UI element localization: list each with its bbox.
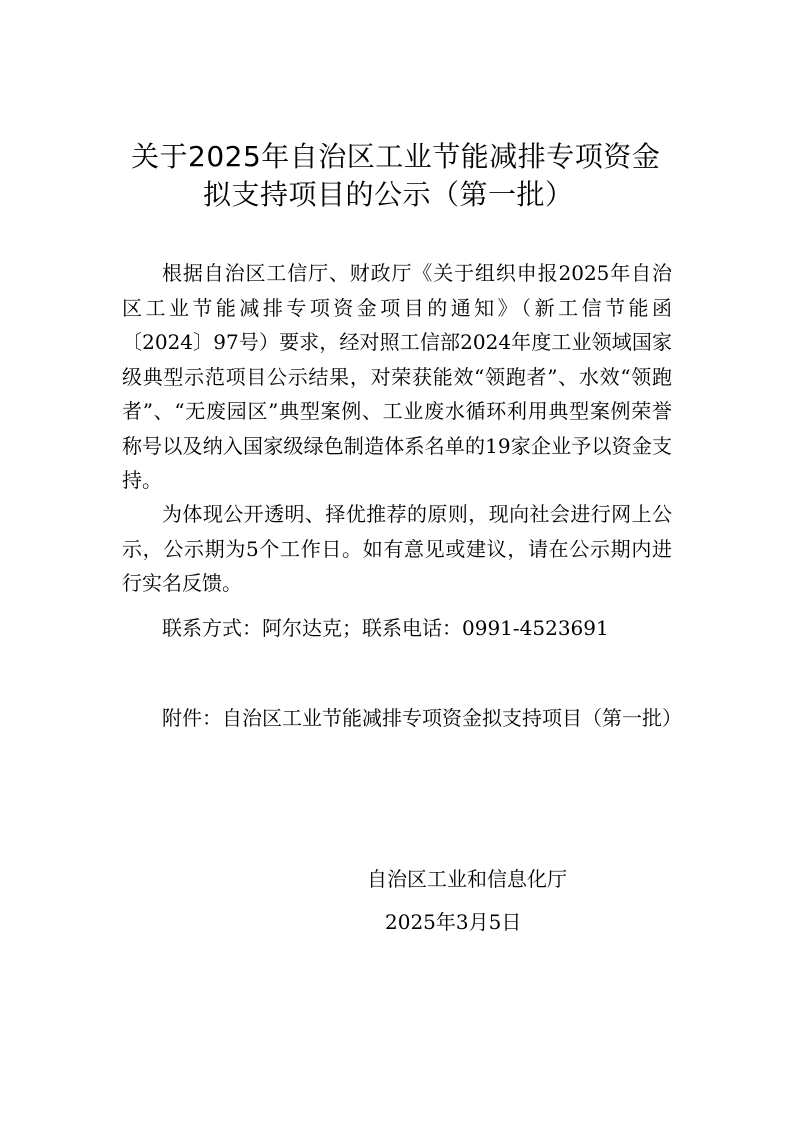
body-section-2 xyxy=(122,497,672,601)
body-section-1 xyxy=(122,256,672,498)
body-paragraph-2: 为体现公开透明、择优推荐的原则，现向社会进行网上公示，公示期为5个工作日。如有意见或建议，请在公示期内进行实名反馈。 xyxy=(122,502,672,595)
title-line-2: 拟支持项目的公示（第一批） xyxy=(203,178,574,211)
signature-date: 2025年3月5日 xyxy=(385,910,522,934)
body-section-3 xyxy=(122,611,672,646)
attachment-line: 附件：自治区工业节能减排专项资金拟支持项目（第一批） xyxy=(162,706,682,730)
signature-org: 自治区工业和信息化厅 xyxy=(367,867,567,891)
signature-block xyxy=(367,858,607,944)
contact-line: 联系方式：阿尔达克；联系电话：0991-4523691 xyxy=(162,616,609,640)
body-paragraph-1: 根据自治区工信厅、财政厅《关于组织申报2025年自治区工业节能减排专项资金项目的通知》（新工信节能函〔2024〕97号）要求，经对照工信部2024年度工业领域国家级典型示范项目公示结果，对荣获能效“领跑者”、水效“领跑者”、“无废园区”典型案例、工业废水循环利用典型案例荣誉称号以及纳入国家级绿色制造体系名单的19家企业予以资金支持。 xyxy=(122,261,672,492)
title-line-1: 关于2025年自治区工业节能减排专项资金 xyxy=(131,140,661,173)
